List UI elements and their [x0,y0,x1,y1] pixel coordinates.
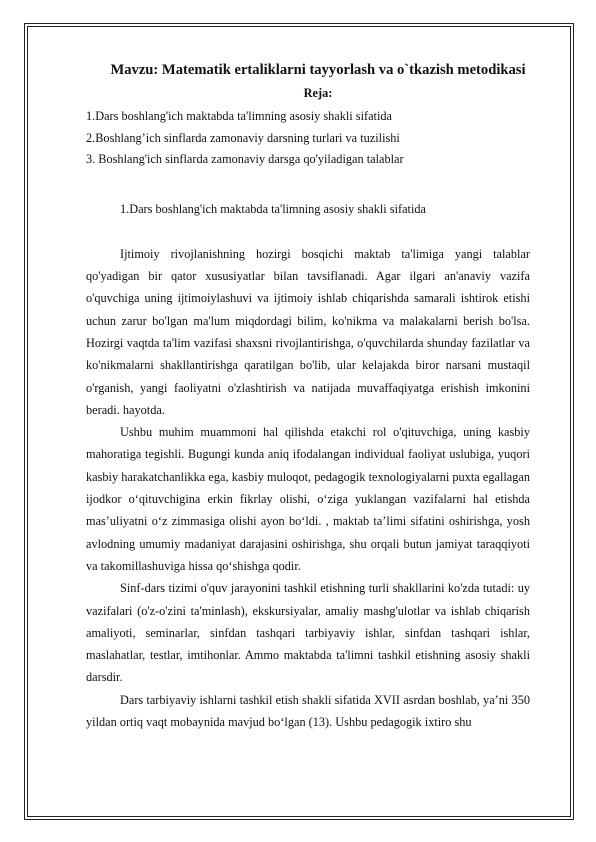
document-title: Mavzu: Matematik ertaliklarni tayyorlash va o`tkazish metodikasi [110,62,526,78]
paragraph: Ushbu muhim muammoni hal qilishda etakchi rol o'qituvchiga, uning kasbiy mahoratiga tegishli. Bugungi kunda aniq ifodalangan individual faoliyat uslubiga, yuqori kasbiy harakatchanlikka ega, kasbiy muloqot, pedagogik texnologiyalarni puxta egallagan ijodkor o‘qituvchigina erkin fikrlay olishi, o‘ziga yuklangan vazifalarni hal etishda mas’uliyatni o‘z zimmasiga olishi ayon bo‘ldi. , maktab ta’limi sifatini oshirishga, yosh avlodning umumiy madaniyat darajasini oshirishga, shu orqali butun jamiyat taraqqiyoti va takomillashuviga hissa qo‘shishga qodir. [86,425,530,573]
plan-item: 2.Boshlang’ich sinflarda zamonaviy darsning turlari va tuzilishi [86,130,400,145]
paragraph: Ijtimoiy rivojlanishning hozirgi bosqichi maktab ta'limiga yangi talablar qo'yadigan bir qator xususiyatlar bilan tavsiflanadi. Agar ilgari an'anaviy vazifa o'quvchiga uning ijtimoiylashuvi va ijtimoiy ishlab chiqarishda samarali ishtirok etishi uchun zarur bo'lgan ma'lum miqdordagi bilim, ko'nikma va malakalarni berish bo'lsa. Hozirgi vaqtda ta'lim vazifasi shaxsni rivojlantirishga, o'quvchilarda shunday fazilatlar va ko'nikmalarni shakllantirishga qaratilgan bo'lib, ular kelajakda biror narsani mustaqil o'rganish, yangi faoliyatni o'zlashtirish va natijada muvaffaqiyatga erishish imkonini beradi. hayotda. [86,246,530,417]
plan-list [86,106,530,171]
document-body [86,60,530,733]
plan-heading: Reja: [303,86,333,100]
paragraph: Sinf-dars tizimi o'quv jarayonini tashkil etishning turli shakllarini ko'zda tutadi: uy vazifalari (o'z-o'zini ta'minlash), ekskursiyalar, amaliy mashg'ulotlar va ishlab chiqarish amaliyoti, seminarlar, sinfdan tashqari tarbiyaviy ishlar, sinfdan tashqari ishlar, maslahatlar, testlar, imtihonlar. Ammo maktabda ta'limni tashkil etishning asosiy shakli darsdir. [86,581,530,685]
section-text [86,243,530,734]
section-heading: 1.Dars boshlang'ich maktabda ta'limning asosiy shakli sifatida [120,201,426,216]
paragraph: Dars tarbiyaviy ishlarni tashkil etish shakli sifatida XVII asrdan boshlab, ya’ni 350 yildan ortiq vaqt mobaynida mavjud bo‘lgan (13). Ushbu pedagogik ixtiro shu [86,692,530,730]
plan-item: 3. Boshlang'ich sinflarda zamonaviy darsga qo'yiladigan talablar [86,152,404,167]
plan-item: 1.Dars boshlang'ich maktabda ta'limning asosiy shakli sifatida [86,109,392,123]
